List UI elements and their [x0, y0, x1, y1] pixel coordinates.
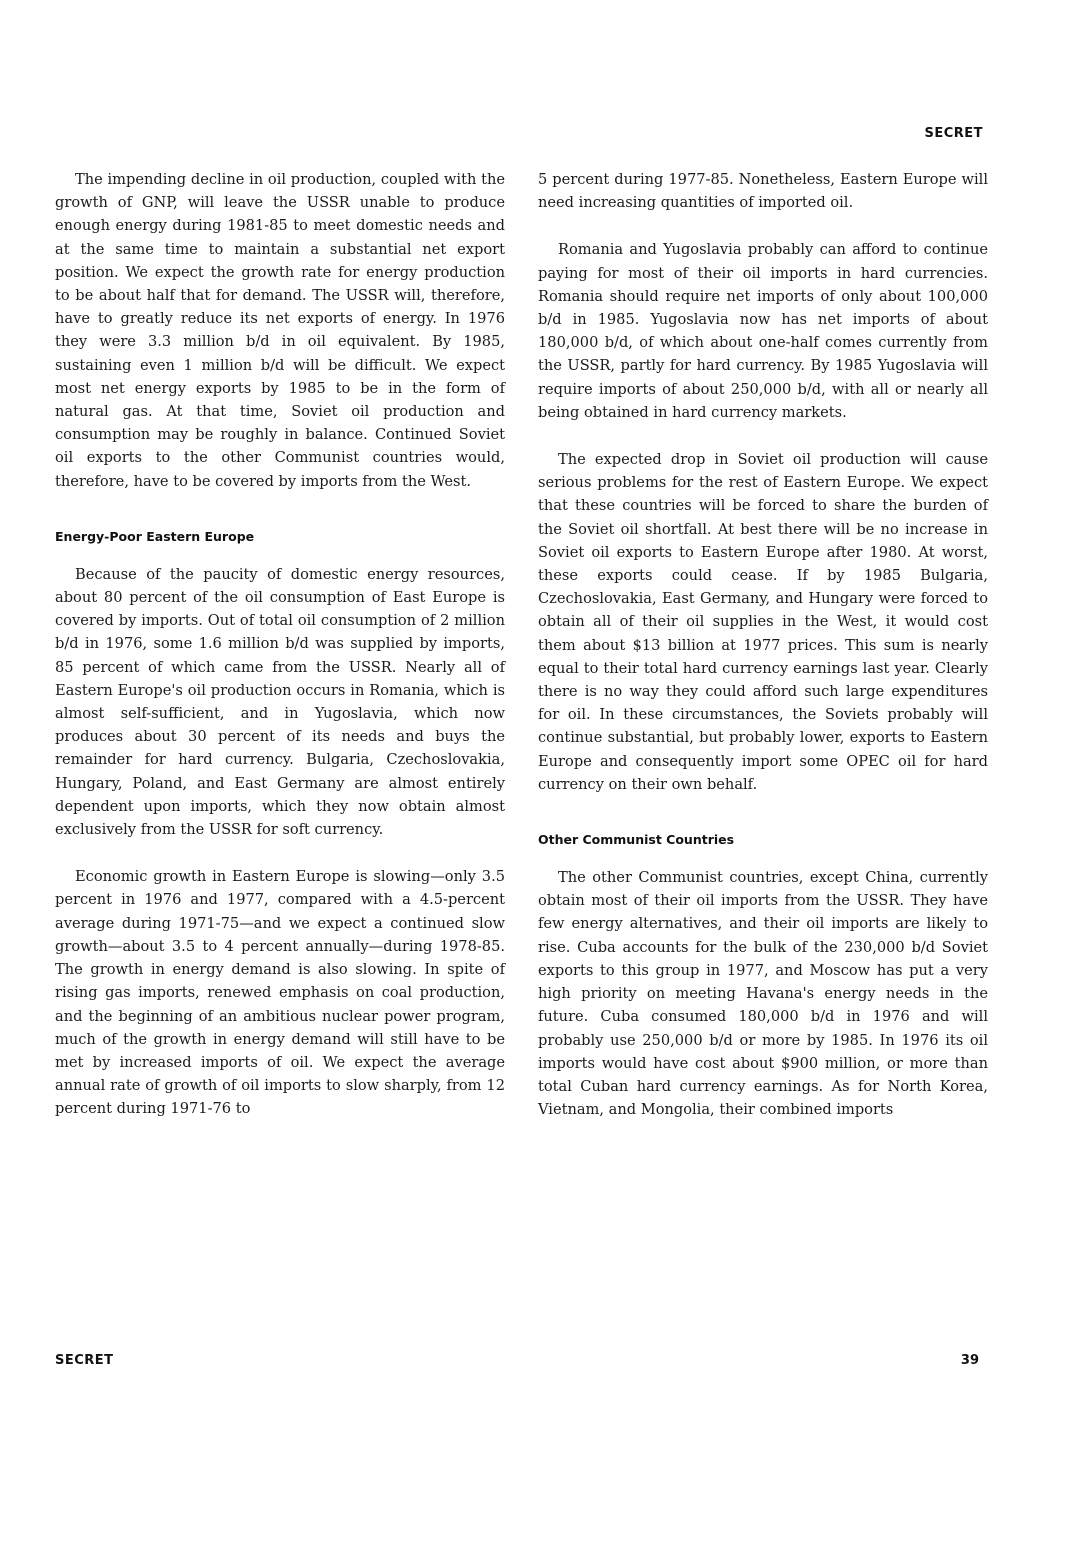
paragraph-romania-yugoslavia: Romania and Yugoslavia probably can afford to continue paying for most of their oil imports in hard currencies. Romania should require net imports of only about 100,000 b/d in 1985. Yugoslavia now has net imports of about 180,000 b/d, of which about one-half comes currently from the USSR, partly for hard currency. By 1985 Yugoslavia will require imports of about 250,000 b/d, with all or nearly all being obtained in hard currency markets. [538, 241, 988, 421]
paragraph-economic-growth: Economic growth in Eastern Europe is slowing—only 3.5 percent in 1976 and 1977, compared with a 4.5-percent average during 1971-75—and we expect a continued slow growth—about 3.5 to 4 percent annually—during 1978-85. The growth in energy demand is also slowing. In spite of rising gas imports, renewed emphasis on coal production, and the beginning of an ambitious nuclear power program, much of the growth in energy demand will still have to be met by increased imports of oil. We expect the average annual rate of growth of oil imports to slow sharply, from 12 percent during 1971-76 to [55, 868, 505, 1118]
footer-classification-marking: SECRET [55, 1353, 114, 1368]
paragraph-continuation: 5 percent during 1977-85. Nonetheless, Eastern Europe will need increasing quantities of imported oil. [538, 171, 988, 212]
right-column [538, 168, 988, 1121]
left-column [55, 168, 505, 1121]
page-number: 39 [960, 1353, 979, 1368]
paragraph-soviet-oil-drop: The expected drop in Soviet oil production will cause serious problems for the rest of Eastern Europe. We expect that these countries will be forced to share the burden of the Soviet oil shortfall. At best there will be no increase in Soviet oil exports to Eastern Europe after 1980. At worst, these exports could cease. If by 1985 Bulgaria, Czechoslovakia, East Germany, and Hungary were forced to obtain all of their oil supplies in the West, it would cost them about $13 billion at 1977 prices. This sum is nearly equal to their total hard currency earnings last year. Clearly there is no way they could afford such large expenditures for oil. In these circumstances, the Soviets probably will continue substantial, but probably lower, exports to Eastern Europe and consequently import some OPEC oil for hard currency on their own behalf. [538, 451, 988, 793]
section-heading-other-communist-countries: Other Communist Countries [538, 832, 735, 848]
paragraph-energy-decline: The impending decline in oil production, coupled with the growth of GNP, will leave the USSR unable to produce enough energy during 1981-85 to meet domestic needs and at the same time to maintain a substantial net export position. We expect the growth rate for energy production to be about half that for demand. The USSR will, therefore, have to greatly reduce its net exports of energy. In 1976 they were 3.3 million b/d in oil equivalent. By 1985, sustaining even 1 million b/d will be difficult. We expect most net energy exports by 1985 to be in the form of natural gas. At that time, Soviet oil production and consumption may be roughly in balance. Continued Soviet oil exports to the other Communist countries would, therefore, have to be covered by imports from the West. [55, 171, 505, 490]
header-classification-marking: SECRET [924, 126, 983, 141]
paragraph-other-communist: The other Communist countries, except China, currently obtain most of their oil imports from the USSR. They have few energy alternatives, and their oil imports are likely to rise. Cuba accounts for the bulk of the 230,000 b/d Soviet exports to this group in 1977, and Moscow has put a very high priority on meeting Havana's energy needs in the future. Cuba consumed 180,000 b/d in 1976 and will probably use 250,000 b/d or more by 1985. In 1976 its oil imports would have cost about $900 million, or more than total Cuban hard currency earnings. As for North Korea, Vietnam, and Mongolia, their combined imports [538, 869, 988, 1119]
paragraph-paucity-of-resources: Because of the paucity of domestic energy resources, about 80 percent of the oil consumption of East Europe is covered by imports. Out of total oil consumption of 2 million b/d in 1976, some 1.6 million b/d was supplied by imports, 85 percent of which came from the USSR. Nearly all of Eastern Europe's oil production occurs in Romania, which is almost self-sufficient, and in Yugoslavia, which now produces about 30 percent of its needs and buys the remainder for hard currency. Bulgaria, Czechoslovakia, Hungary, Poland, and East Germany are almost entirely dependent upon imports, which they now obtain almost exclusively from the USSR for soft currency. [55, 565, 505, 839]
section-heading-energy-poor-eastern-europe: Energy-Poor Eastern Europe [55, 528, 255, 544]
